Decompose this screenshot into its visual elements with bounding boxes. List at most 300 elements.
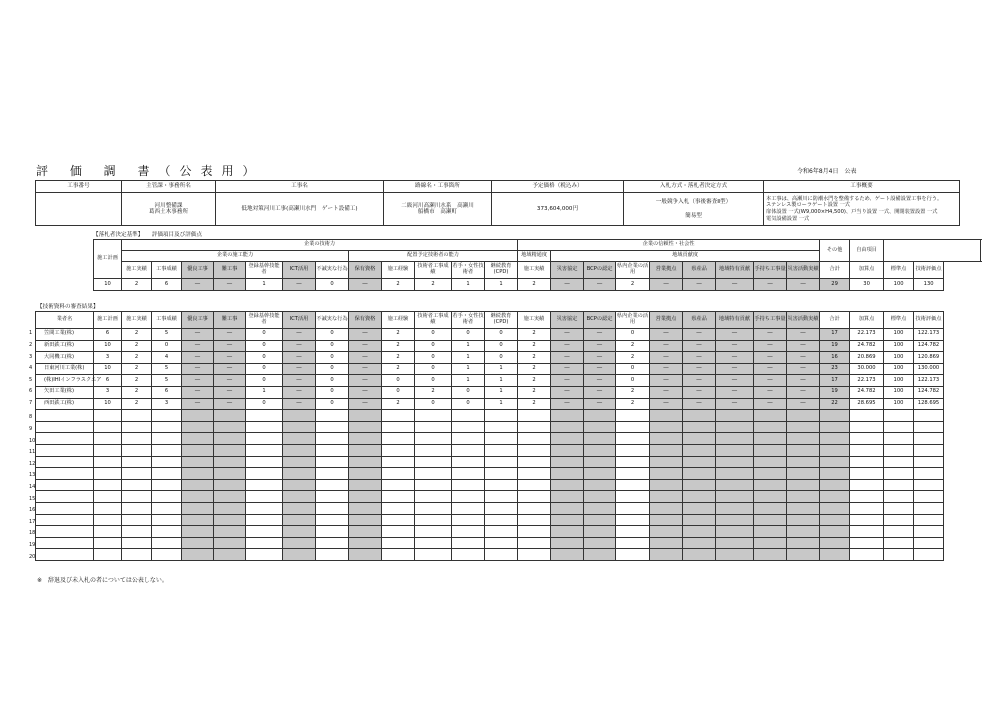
score-cell: 1	[452, 363, 485, 375]
score-cell	[122, 491, 152, 503]
criteria-value: 2	[382, 279, 415, 291]
score-cell: ―	[584, 398, 616, 410]
criteria-total-header: 技術評価点	[914, 262, 944, 279]
header-project-number: 工事番号	[36, 181, 122, 193]
score-cell	[415, 444, 452, 456]
criteria-col-header: 手持ち工事量	[754, 262, 787, 279]
score-cell	[152, 491, 182, 503]
header-price: 予定価格（税込み）	[492, 181, 624, 193]
score-cell	[820, 479, 850, 491]
score-cell: ―	[214, 375, 246, 387]
score-cell	[182, 444, 214, 456]
score-cell	[787, 421, 820, 433]
score-cell	[246, 514, 283, 526]
score-cell	[452, 526, 485, 538]
score-cell	[485, 479, 518, 491]
score-cell	[485, 456, 518, 468]
score-cell	[382, 549, 415, 561]
score-cell	[518, 537, 551, 549]
score-cell: 0	[246, 398, 283, 410]
score-cell	[349, 502, 382, 514]
score-cell	[683, 514, 716, 526]
score-cell	[584, 514, 616, 526]
results-col-header: ICT活用	[283, 312, 316, 329]
criteria-value: 6	[152, 279, 182, 291]
score-cell	[152, 502, 182, 514]
criteria-value: 10	[94, 279, 122, 291]
score-cell	[452, 514, 485, 526]
criteria-col-header: 優良工事	[182, 262, 214, 279]
score-cell	[415, 491, 452, 503]
results-col-header: 継続教育(CPD)	[485, 312, 518, 329]
score-cell: ―	[584, 375, 616, 387]
score-cell	[683, 468, 716, 480]
score-cell: 0	[246, 340, 283, 352]
score-cell: 124.782	[914, 386, 944, 398]
score-cell	[283, 410, 316, 422]
results-col-header: 災害活動実績	[787, 312, 820, 329]
score-cell: ―	[214, 329, 246, 341]
score-cell	[122, 444, 152, 456]
criteria-value: 2	[122, 279, 152, 291]
criteria-value: ―	[349, 279, 382, 291]
route-line-1: 二級河川高瀬川水系 高瀬川	[401, 202, 474, 209]
score-cell: 2	[122, 375, 152, 387]
sub-local: 地域精通度	[518, 251, 551, 262]
score-cell: 1	[485, 375, 518, 387]
score-cell: 0	[415, 329, 452, 341]
score-cell	[518, 549, 551, 561]
route-line-2: 船橋市 高瀬町	[417, 209, 458, 215]
score-cell	[382, 468, 415, 480]
score-cell: ―	[349, 386, 382, 398]
row-number: 15	[29, 495, 36, 502]
bidder-name: 西田鉄工(株)	[44, 399, 74, 406]
score-cell: 0	[485, 352, 518, 364]
criteria-col-header: 施工実績	[122, 262, 152, 279]
score-cell: 2	[122, 363, 152, 375]
score-cell	[884, 479, 914, 491]
score-cell	[152, 444, 182, 456]
score-cell	[754, 410, 787, 422]
score-cell: ―	[349, 375, 382, 387]
score-cell	[214, 433, 246, 445]
sub-capacity: 企業の施工能力	[122, 251, 349, 262]
bidder-name: 大同機工(株)	[44, 353, 74, 360]
score-cell	[551, 526, 584, 538]
score-cell: 0	[316, 398, 349, 410]
score-cell: 1	[485, 386, 518, 398]
score-cell	[246, 410, 283, 422]
row-number: 16	[29, 507, 36, 514]
score-cell: 0	[316, 340, 349, 352]
score-cell: 2	[518, 352, 551, 364]
bidder-cell	[29, 526, 94, 538]
score-cell	[122, 537, 152, 549]
score-cell	[382, 456, 415, 468]
criteria-value: ―	[787, 279, 820, 291]
score-cell	[787, 456, 820, 468]
score-cell: ―	[182, 363, 214, 375]
score-cell	[152, 433, 182, 445]
score-cell: 0	[316, 329, 349, 341]
score-cell	[382, 421, 415, 433]
score-cell: 6	[152, 386, 182, 398]
score-cell	[152, 549, 182, 561]
score-cell	[246, 549, 283, 561]
score-cell: 100	[884, 398, 914, 410]
score-cell: ―	[716, 375, 754, 387]
score-cell	[122, 433, 152, 445]
score-cell: ―	[551, 363, 584, 375]
score-cell: ―	[787, 398, 820, 410]
score-cell	[94, 468, 122, 480]
row-number: 6	[29, 388, 33, 395]
score-cell	[152, 468, 182, 480]
score-cell	[122, 502, 152, 514]
score-cell: ―	[650, 329, 683, 341]
row-number: 17	[29, 518, 36, 525]
score-cell	[94, 410, 122, 422]
score-cell	[914, 468, 944, 480]
score-cell: ―	[182, 398, 214, 410]
document-title: 評 価 調 書（公表用）	[36, 164, 264, 178]
table-row	[36, 410, 981, 422]
row-number: 8	[29, 414, 33, 421]
results-total-header: 加算点	[850, 312, 884, 329]
score-cell	[122, 514, 152, 526]
score-cell	[584, 444, 616, 456]
criteria-total-header: 加算点	[850, 262, 884, 279]
score-cell	[316, 537, 349, 549]
bidder-cell	[29, 352, 94, 364]
score-cell: ―	[754, 340, 787, 352]
table-row	[36, 352, 981, 364]
results-col-header: 保有資格	[349, 312, 382, 329]
score-cell	[182, 456, 214, 468]
score-cell	[551, 444, 584, 456]
score-cell	[787, 444, 820, 456]
score-cell: 0	[452, 398, 485, 410]
group-other: その他	[820, 240, 850, 262]
score-cell	[214, 502, 246, 514]
score-cell	[94, 537, 122, 549]
score-cell: 2	[616, 340, 650, 352]
score-cell	[152, 526, 182, 538]
score-cell	[650, 479, 683, 491]
score-cell: 0	[616, 329, 650, 341]
sub-contribution: 地域貢献度	[551, 251, 820, 262]
bidder-cell	[29, 340, 94, 352]
score-cell	[683, 444, 716, 456]
table-row	[36, 421, 981, 433]
score-cell	[650, 421, 683, 433]
score-cell	[283, 479, 316, 491]
score-cell: ―	[650, 340, 683, 352]
score-cell	[246, 502, 283, 514]
criteria-col-header: 登録基幹技能者	[246, 262, 283, 279]
score-cell: ―	[214, 363, 246, 375]
score-cell	[518, 456, 551, 468]
criteria-value: ―	[584, 279, 616, 291]
score-cell	[316, 549, 349, 561]
score-cell: ―	[584, 352, 616, 364]
score-cell: 1	[452, 340, 485, 352]
score-cell: ―	[584, 340, 616, 352]
score-cell	[551, 491, 584, 503]
score-cell: 2	[122, 386, 152, 398]
score-cell	[94, 549, 122, 561]
criteria-col-header: 技術者工事成績	[415, 262, 452, 279]
score-cell	[214, 468, 246, 480]
score-cell: ―	[650, 386, 683, 398]
score-cell: 0	[316, 386, 349, 398]
score-cell	[214, 421, 246, 433]
criteria-value: ―	[182, 279, 214, 291]
score-cell	[820, 537, 850, 549]
score-cell	[754, 468, 787, 480]
score-cell	[850, 433, 884, 445]
bidder-cell	[29, 491, 94, 503]
results-col-header: 施工実績	[122, 312, 152, 329]
score-cell: 10	[94, 363, 122, 375]
score-cell	[246, 479, 283, 491]
score-cell	[551, 410, 584, 422]
score-cell: 23	[820, 363, 850, 375]
score-cell	[452, 502, 485, 514]
score-cell	[122, 421, 152, 433]
score-cell: 0	[246, 363, 283, 375]
score-cell	[616, 502, 650, 514]
score-cell: 22.173	[850, 329, 884, 341]
bidder-cell	[29, 549, 94, 561]
score-cell	[683, 502, 716, 514]
score-cell	[716, 433, 754, 445]
bidder-name: 日東河川工業(株)	[44, 365, 85, 372]
score-cell	[683, 433, 716, 445]
table-row	[36, 502, 981, 514]
score-cell	[716, 526, 754, 538]
criteria-col-header: 災害活動実績	[787, 262, 820, 279]
score-cell: ―	[182, 340, 214, 352]
score-cell	[850, 514, 884, 526]
score-cell	[349, 433, 382, 445]
score-cell	[382, 479, 415, 491]
score-cell	[584, 433, 616, 445]
score-cell	[716, 491, 754, 503]
score-cell	[650, 444, 683, 456]
row-number: 9	[29, 426, 33, 433]
score-cell: 0	[246, 329, 283, 341]
score-cell: ―	[683, 329, 716, 341]
criteria-col-header: 県内企業の活用	[616, 262, 650, 279]
score-cell	[182, 433, 214, 445]
score-cell	[485, 410, 518, 422]
table-row	[36, 375, 981, 387]
score-cell: 120.869	[914, 352, 944, 364]
score-cell	[382, 514, 415, 526]
bidder-cell	[29, 329, 94, 341]
score-cell	[850, 444, 884, 456]
score-cell: ―	[283, 386, 316, 398]
score-cell: ―	[650, 352, 683, 364]
score-cell	[914, 549, 944, 561]
score-cell	[283, 549, 316, 561]
bidder-cell	[29, 421, 94, 433]
header-route: 路線名・工事箇所	[384, 181, 492, 193]
score-cell	[584, 549, 616, 561]
score-cell	[349, 468, 382, 480]
bidder-name: (株)IHIインフラスクエア	[44, 376, 102, 383]
score-cell	[316, 514, 349, 526]
score-cell: ―	[551, 386, 584, 398]
score-cell	[716, 456, 754, 468]
score-cell	[787, 491, 820, 503]
criteria-col-header: 継続教育(CPD)	[485, 262, 518, 279]
score-cell	[716, 421, 754, 433]
score-cell	[884, 502, 914, 514]
score-cell	[283, 421, 316, 433]
summary-cell	[764, 193, 960, 226]
score-cell	[349, 514, 382, 526]
score-cell: ―	[283, 363, 316, 375]
score-cell: 100	[884, 352, 914, 364]
score-cell	[884, 537, 914, 549]
score-cell	[914, 491, 944, 503]
score-cell	[650, 491, 683, 503]
score-cell	[485, 514, 518, 526]
table-row	[36, 549, 981, 561]
criteria-col-header: 難工事	[214, 262, 246, 279]
score-cell: 0	[415, 363, 452, 375]
score-cell	[616, 456, 650, 468]
score-cell	[182, 468, 214, 480]
score-cell	[584, 537, 616, 549]
score-cell	[316, 433, 349, 445]
score-cell: 24.782	[850, 340, 884, 352]
score-cell: 1	[452, 352, 485, 364]
score-cell	[716, 410, 754, 422]
score-cell: ―	[551, 340, 584, 352]
score-cell	[616, 468, 650, 480]
score-cell: ―	[349, 340, 382, 352]
score-cell: 2	[382, 363, 415, 375]
score-cell: ―	[683, 340, 716, 352]
score-cell	[452, 479, 485, 491]
score-cell	[94, 456, 122, 468]
score-cell	[884, 444, 914, 456]
score-cell	[452, 549, 485, 561]
score-cell	[850, 421, 884, 433]
summary-line-4: 電気設備設置 一式	[766, 215, 810, 222]
score-cell: ―	[787, 329, 820, 341]
score-cell	[246, 537, 283, 549]
score-cell	[650, 537, 683, 549]
score-cell: 100	[884, 329, 914, 341]
score-cell	[754, 421, 787, 433]
row-number: 19	[29, 541, 36, 548]
criteria-header-row-3	[94, 262, 981, 279]
criteria-total-header: 標準点	[884, 262, 914, 279]
score-cell	[683, 421, 716, 433]
score-cell	[914, 433, 944, 445]
score-cell	[382, 502, 415, 514]
score-cell	[415, 468, 452, 480]
score-cell	[518, 444, 551, 456]
score-cell	[415, 410, 452, 422]
results-label: 【技術資料の審査結果】	[37, 304, 99, 310]
score-cell	[152, 410, 182, 422]
score-cell	[616, 491, 650, 503]
score-cell	[820, 549, 850, 561]
score-cell: ―	[787, 352, 820, 364]
header-project-name: 工事名	[216, 181, 384, 193]
table-row	[36, 456, 981, 468]
score-cell	[214, 479, 246, 491]
score-cell	[551, 502, 584, 514]
row-number: 10	[29, 437, 36, 444]
score-cell	[754, 502, 787, 514]
score-cell	[182, 549, 214, 561]
score-cell	[850, 549, 884, 561]
score-cell	[787, 502, 820, 514]
score-cell	[316, 456, 349, 468]
score-cell: ―	[650, 398, 683, 410]
score-cell: ―	[754, 375, 787, 387]
score-cell	[914, 526, 944, 538]
score-cell	[850, 456, 884, 468]
score-cell: 2	[616, 398, 650, 410]
score-cell: 5	[152, 329, 182, 341]
score-cell	[349, 526, 382, 538]
score-cell: 2	[122, 398, 152, 410]
score-cell	[122, 549, 152, 561]
score-cell: ―	[650, 363, 683, 375]
criteria-col-header: 工事成績	[152, 262, 182, 279]
score-cell: ―	[787, 340, 820, 352]
score-cell	[485, 502, 518, 514]
score-cell	[884, 468, 914, 480]
score-cell	[246, 421, 283, 433]
score-cell: ―	[551, 375, 584, 387]
score-cell	[754, 456, 787, 468]
footnote: ※ 辞退及び未入札の者については公表しない。	[37, 577, 168, 584]
score-cell	[716, 549, 754, 561]
score-cell	[485, 433, 518, 445]
criteria-value: ―	[754, 279, 787, 291]
score-cell	[884, 456, 914, 468]
office-cell	[122, 193, 216, 226]
score-cell	[182, 502, 214, 514]
score-cell	[820, 410, 850, 422]
score-cell	[518, 514, 551, 526]
score-cell	[683, 491, 716, 503]
score-cell	[94, 502, 122, 514]
score-cell	[650, 456, 683, 468]
table-row	[36, 444, 981, 456]
table-row	[36, 526, 981, 538]
score-cell: ―	[551, 398, 584, 410]
score-cell	[122, 468, 152, 480]
score-cell	[122, 410, 152, 422]
score-cell: ―	[787, 375, 820, 387]
score-cell	[94, 491, 122, 503]
criteria-value: ―	[214, 279, 246, 291]
score-cell: 2	[518, 340, 551, 352]
score-cell	[884, 421, 914, 433]
score-cell	[122, 479, 152, 491]
score-cell	[349, 410, 382, 422]
